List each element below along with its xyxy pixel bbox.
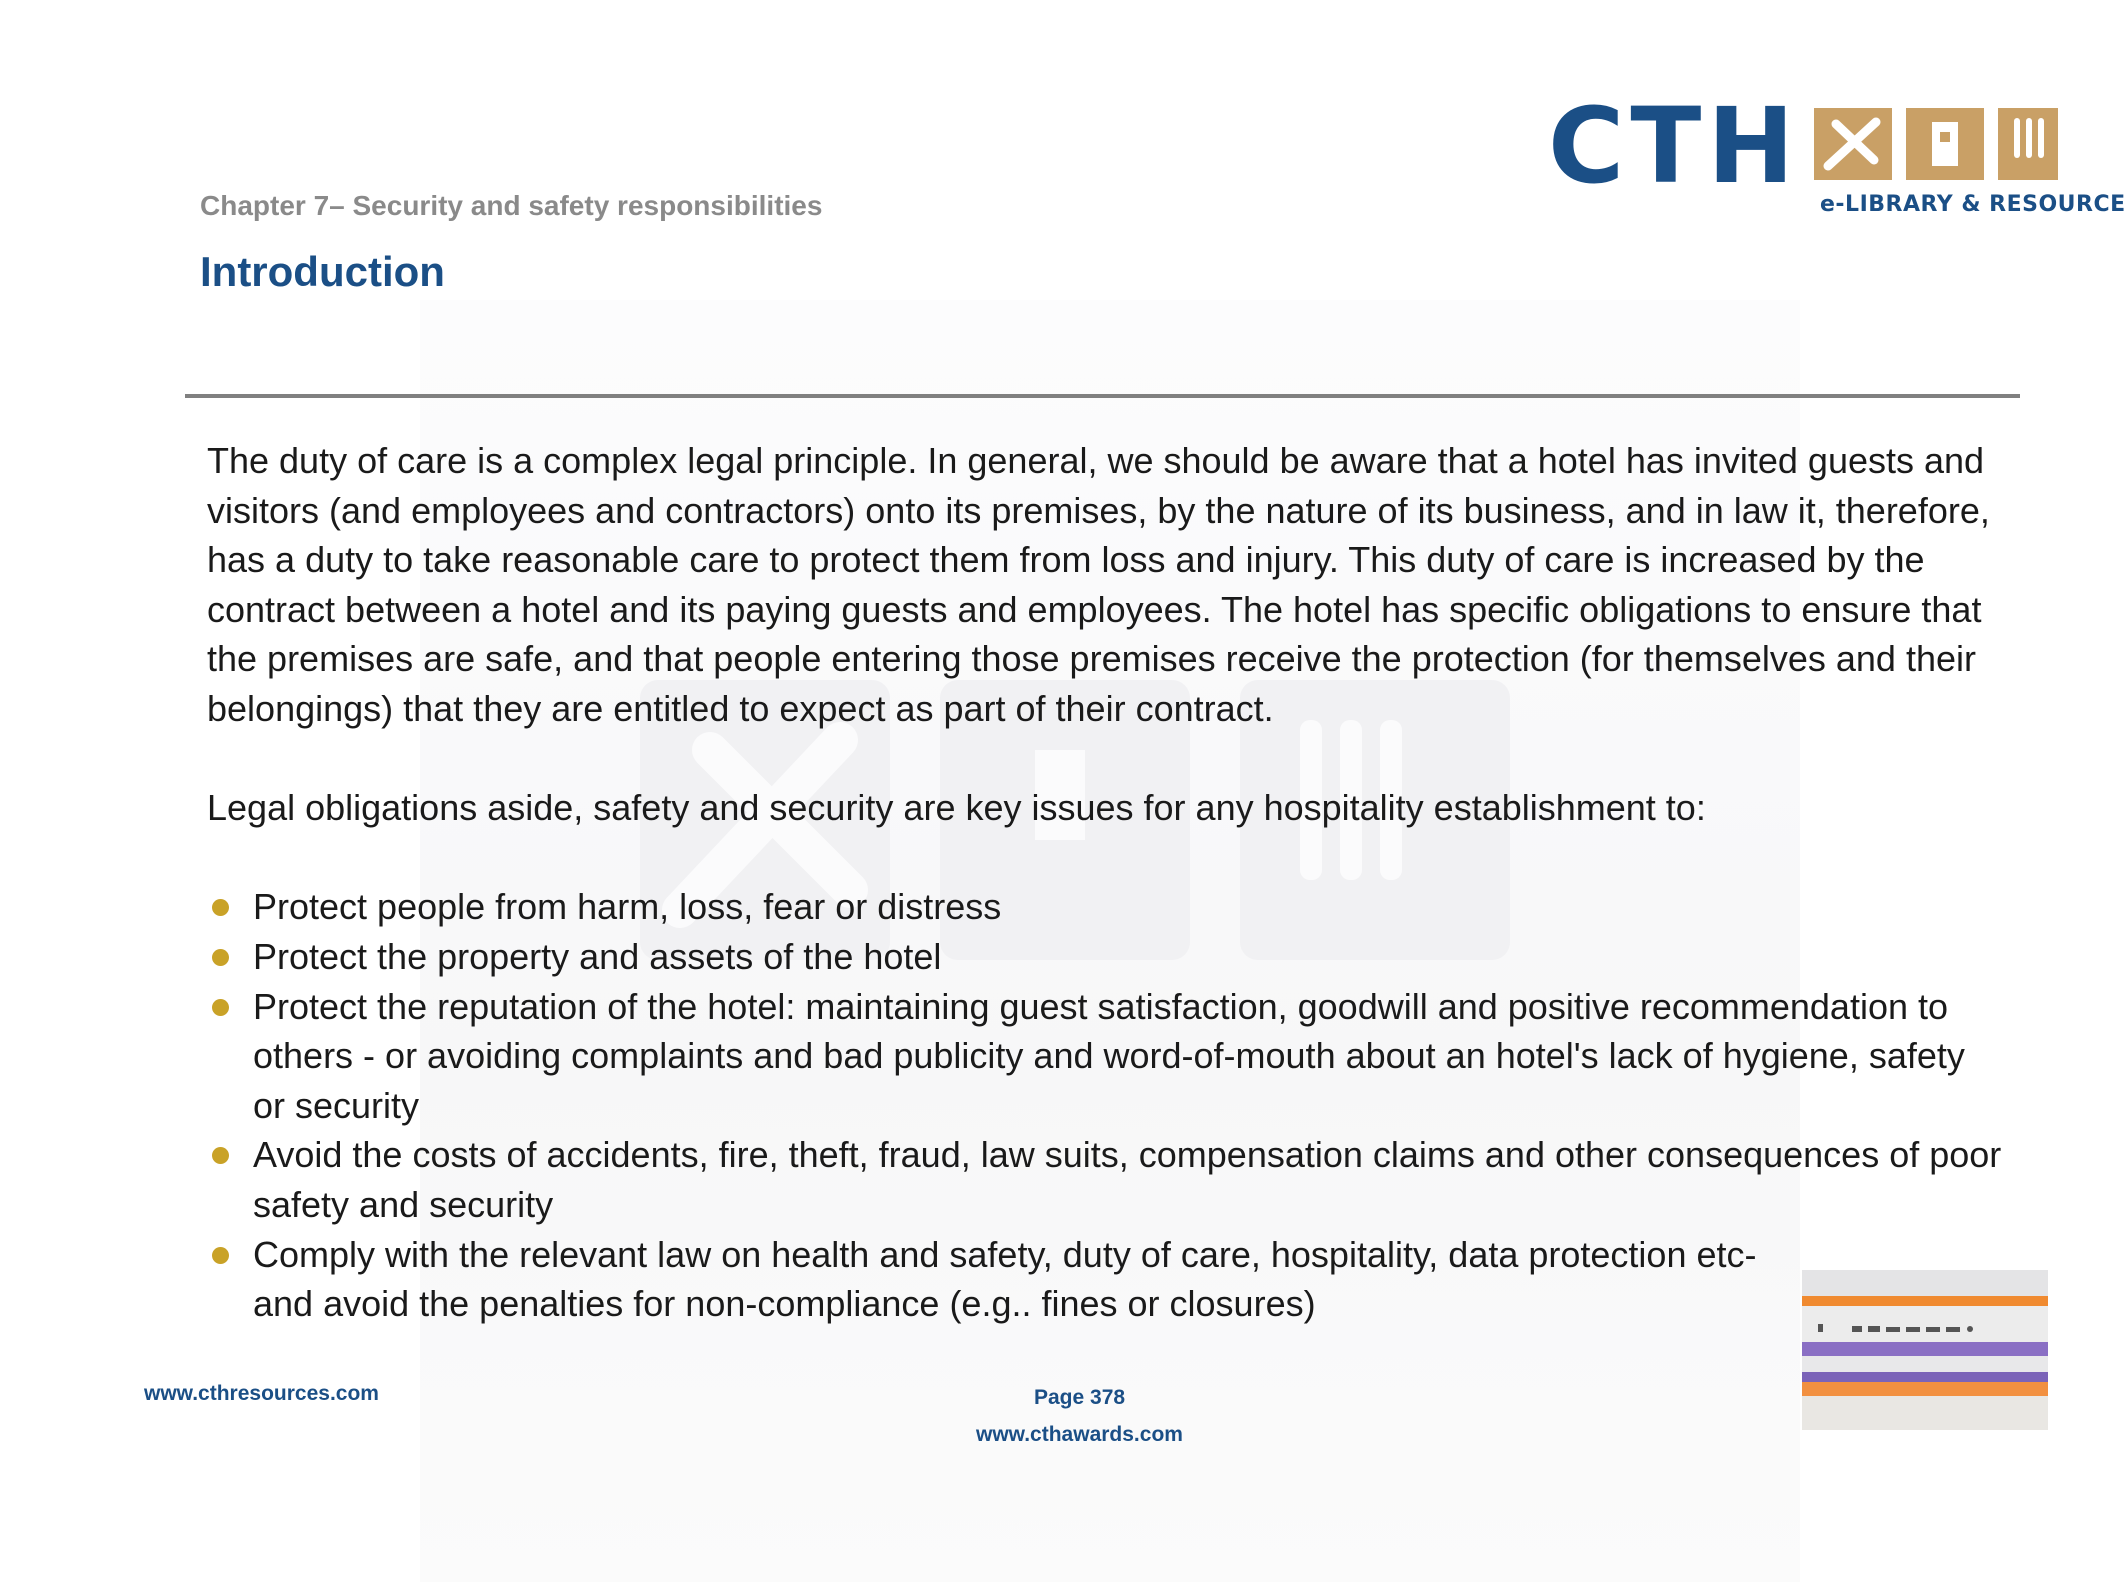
chapter-title: Chapter 7– Security and safety responsibilities [200, 190, 823, 221]
bullet-icon [212, 899, 229, 916]
bullet-icon [212, 1147, 229, 1164]
building-icon [1906, 108, 1984, 180]
obligations-paragraph: Legal obligations aside, safety and security are key issues for any hospitality establishment to: [207, 787, 1706, 829]
page-title: Introduction [200, 248, 445, 295]
body-content [207, 436, 2007, 1329]
logo-building-tile [1906, 108, 1984, 180]
list-item [207, 932, 2007, 982]
paragraph-gap [207, 734, 2007, 784]
cth-logo [1548, 85, 2126, 220]
paragraph-gap [207, 833, 2007, 883]
bullet-icon [212, 949, 229, 966]
bullet-icon [212, 999, 229, 1016]
list-item-text: Protect the reputation of the hotel: maintaining guest satisfaction, goodwill and positive recommendation to others - or avoiding complaints and bad publicity and word-of-mouth about an hotel's lack of hygiene, safety or security [253, 985, 1965, 1126]
footer-awards-link[interactable]: www.cthawards.com [976, 1423, 1183, 1446]
divider [185, 394, 2020, 398]
list-item [207, 1130, 2007, 1229]
list-item-text: Comply with the relevant law on health and safety, duty of care, hospitality, data protection etc- and avoid the penalties for non-compliance (e.g.. fines or closures) [253, 1233, 1757, 1325]
list-item-text: Avoid the costs of accidents, fire, theft, fraud, law suits, compensation claims and other consequences of poor safety and security [253, 1134, 2002, 1225]
bullet-icon [212, 1247, 229, 1264]
fork-icon [1998, 108, 2058, 180]
list-item [207, 1230, 2007, 1329]
plane-icon [1814, 108, 1892, 180]
logo-text: CTH [1548, 85, 1801, 207]
list-item-text: Protect people from harm, loss, fear or distress [253, 886, 1002, 928]
logo-plane-tile [1814, 108, 1892, 180]
footer-resources-link[interactable]: www.cthresources.com [144, 1382, 379, 1405]
list-item-text: Protect the property and assets of the hotel [253, 935, 942, 977]
intro-paragraph: The duty of care is a complex legal principle. In general, we should be aware that a hotel has invited guests and visitors (and employees and contractors) onto its premises, by the nature of its business, and in law it, therefore, has a duty to take reasonable care to protect them from loss and injury. This duty of care is increased by the contract between a hotel and its paying guests and employees. The hotel has specific obligations to ensure that the premises are safe, and that people entering those premises receive the protection (for themselves and their belongings) that they are entitled to expect as part of their contract. [207, 440, 1990, 729]
list-item [207, 882, 2007, 932]
logo-cutlery-tile [1998, 108, 2058, 180]
page-number: Page 378 [1034, 1386, 1126, 1409]
logo-subtitle: e-LIBRARY & RESOURCE [1820, 192, 2126, 217]
list-item [207, 982, 2007, 1131]
key-issues-list [207, 882, 2007, 1328]
laptop-books-image-icon [1800, 1262, 2048, 1432]
